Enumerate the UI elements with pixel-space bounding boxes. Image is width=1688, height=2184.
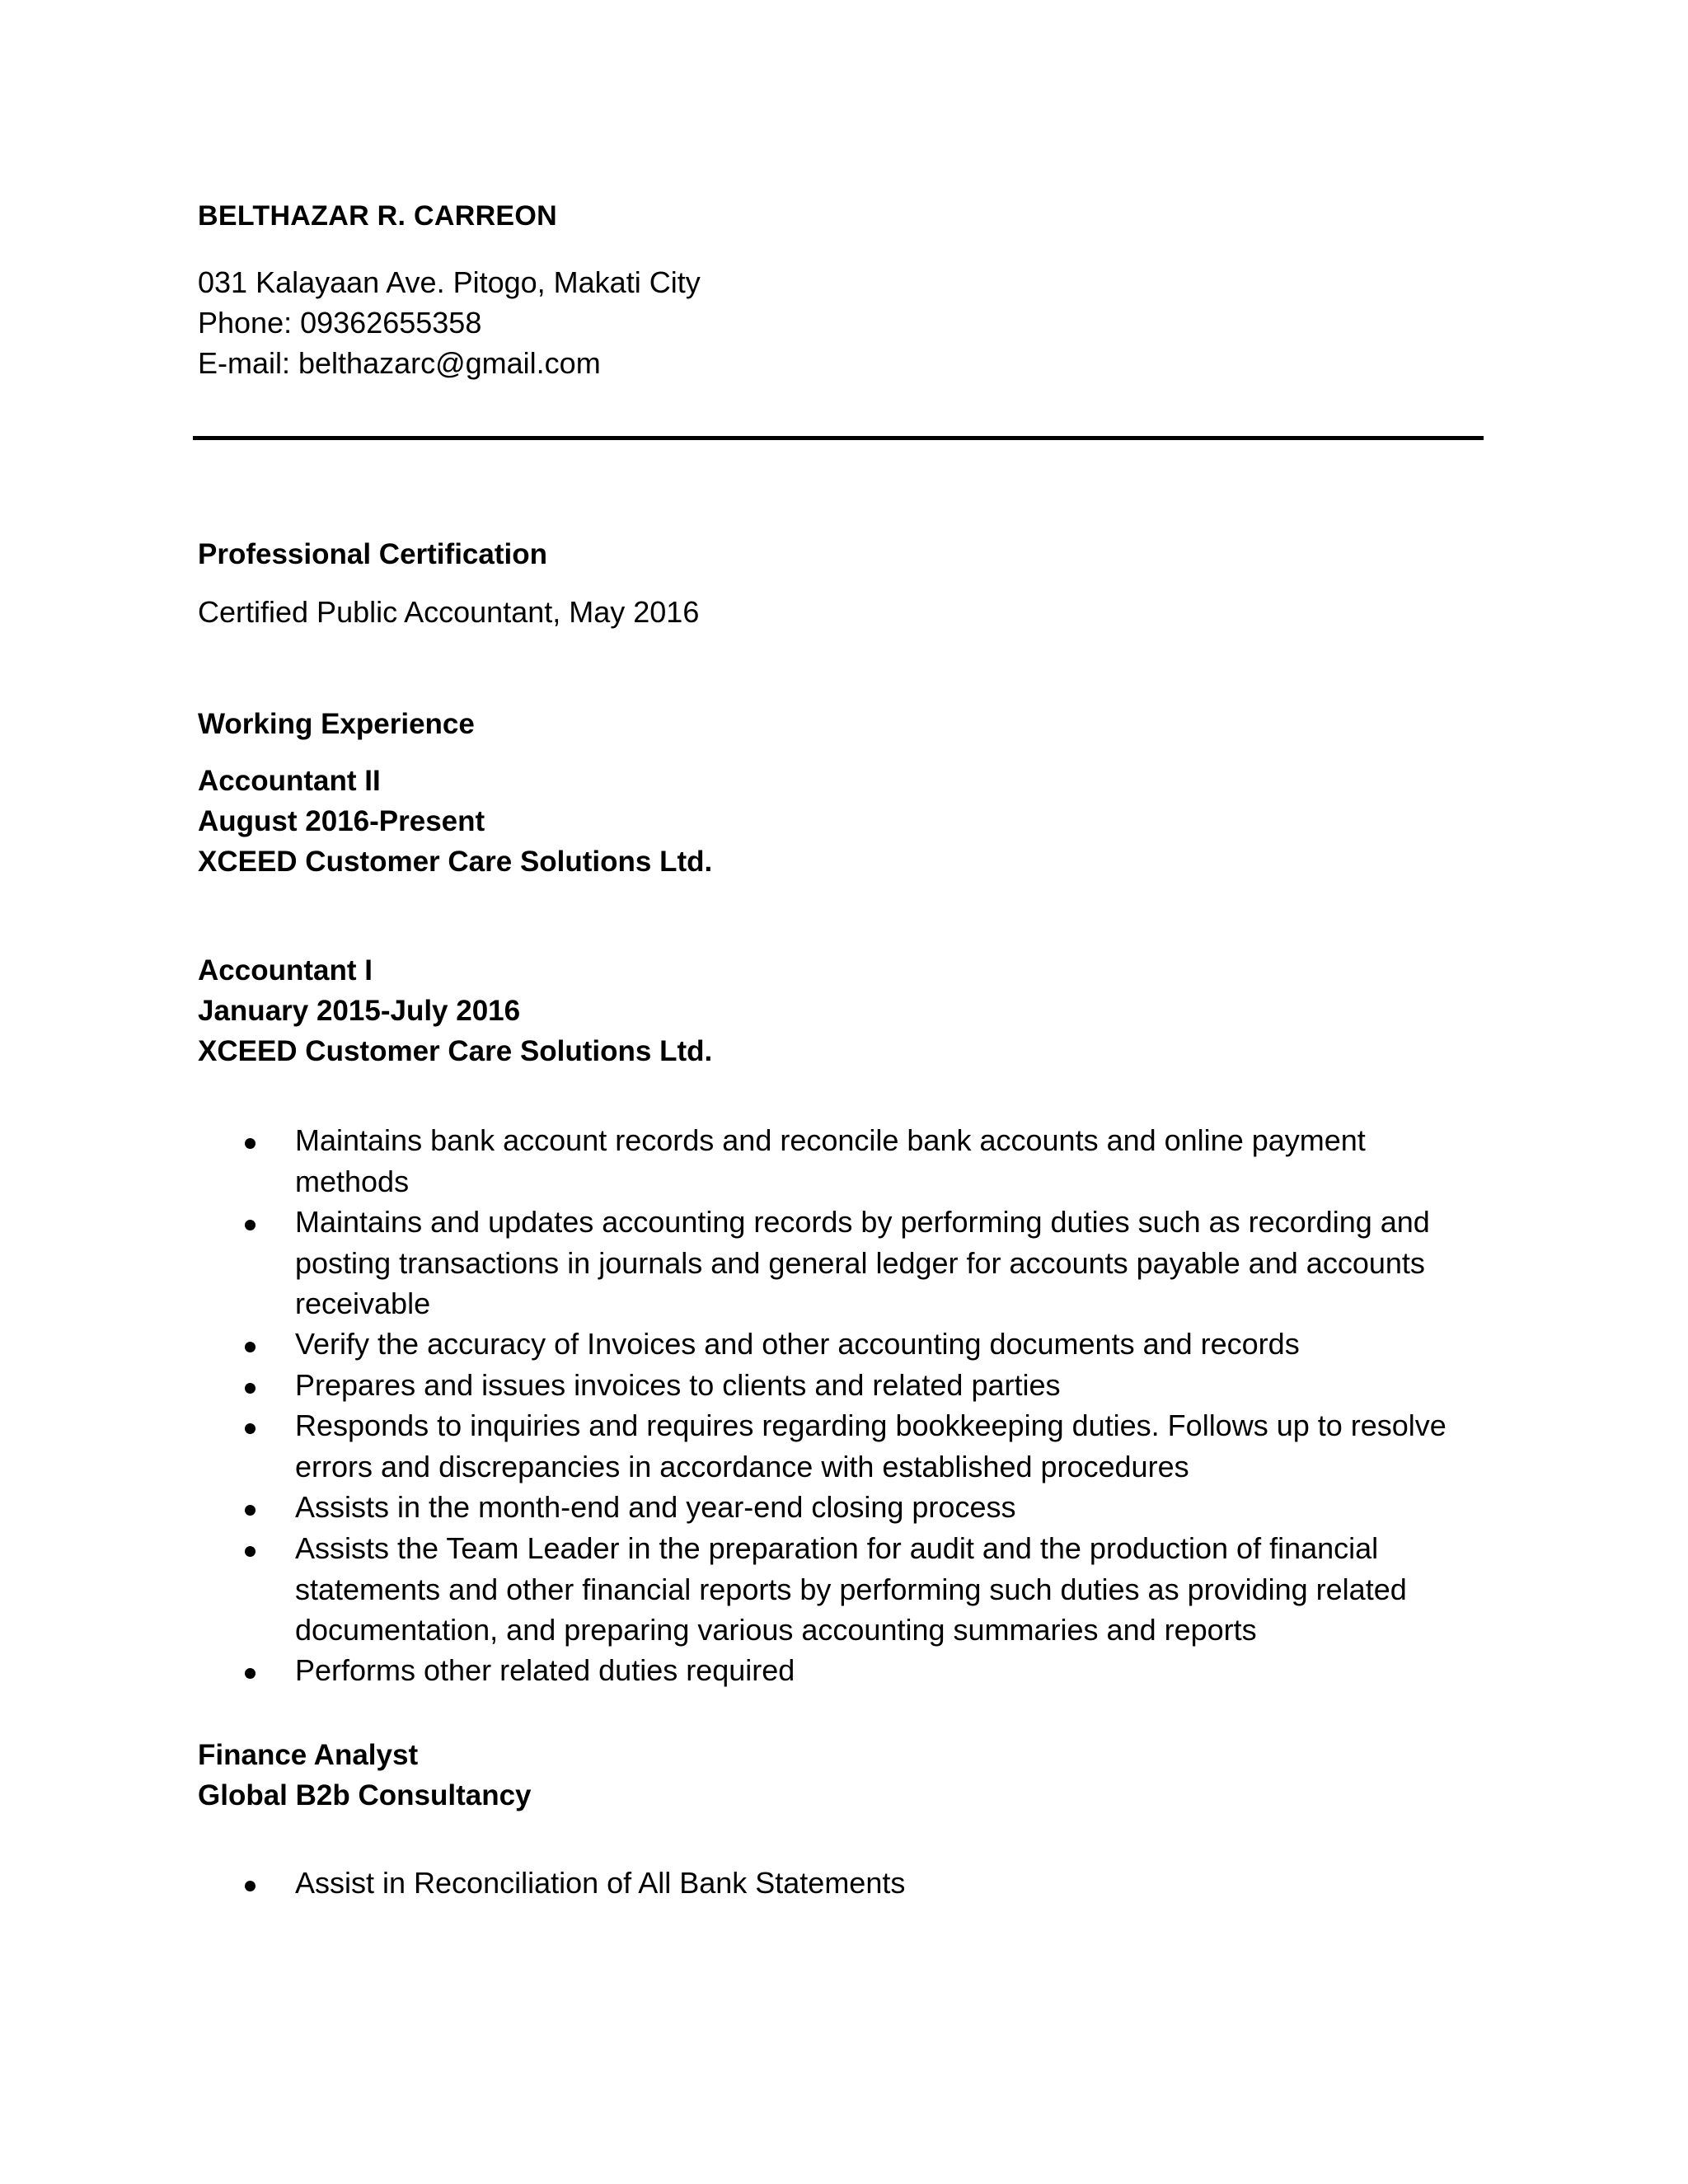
job-title: Accountant II: [198, 765, 381, 797]
bullet-icon: [245, 1881, 256, 1891]
job-dates: January 2015-July 2016: [198, 995, 521, 1027]
job-title: Finance Analyst: [198, 1739, 419, 1771]
bullet-icon: [245, 1220, 256, 1230]
phone: Phone: 09362655358: [198, 306, 482, 340]
list-item: Maintains bank account records and reconcile bank accounts and online payment methods: [295, 1123, 1366, 1198]
job-title: Accountant I: [198, 954, 373, 987]
bullet-icon: [245, 1138, 256, 1149]
list-item: Maintains and updates accounting records by performing duties such as recording and posting transactions in journals and general ledger for accounts payable and accounts receivable: [295, 1205, 1430, 1320]
list-item: Responds to inquiries and requires regarding bookkeeping duties. Follows up to resolve errors and discrepancies in accordance with established procedures: [295, 1408, 1447, 1483]
list-item: Verify the accuracy of Invoices and other accounting documents and records: [295, 1327, 1300, 1361]
list-item: Assists in the month-end and year-end closing process: [295, 1490, 1016, 1524]
bullet-icon: [245, 1423, 256, 1434]
bullet-icon: [245, 1383, 256, 1394]
certification-heading: Professional Certification: [198, 538, 547, 570]
experience-heading: Working Experience: [198, 708, 475, 740]
email: E-mail: belthazarc@gmail.com: [198, 346, 601, 380]
list-item: Assist in Reconciliation of All Bank Statements: [295, 1866, 906, 1900]
list-item: Performs other related duties required: [295, 1653, 795, 1687]
applicant-name: BELTHAZAR R. CARREON: [198, 200, 558, 232]
header-divider: [193, 436, 1484, 440]
bullet-icon: [245, 1546, 256, 1557]
job-company: XCEED Customer Care Solutions Ltd.: [198, 1035, 713, 1067]
address: 031 Kalayaan Ave. Pitogo, Makati City: [198, 265, 701, 299]
job-company: XCEED Customer Care Solutions Ltd.: [198, 846, 713, 878]
list-item: Assists the Team Leader in the preparation for audit and the production of financial statements and other financial reports by performing such duties as providing related documentation, and preparing various accounting summaries and reports: [295, 1531, 1407, 1647]
job-dates: August 2016-Present: [198, 805, 485, 837]
list-item: Prepares and issues invoices to clients and related parties: [295, 1368, 1061, 1402]
bullet-icon: [245, 1342, 256, 1352]
certification-text: Certified Public Accountant, May 2016: [198, 595, 700, 629]
bullet-icon: [245, 1505, 256, 1516]
job-company: Global B2b Consultancy: [198, 1779, 532, 1811]
bullet-icon: [245, 1668, 256, 1679]
